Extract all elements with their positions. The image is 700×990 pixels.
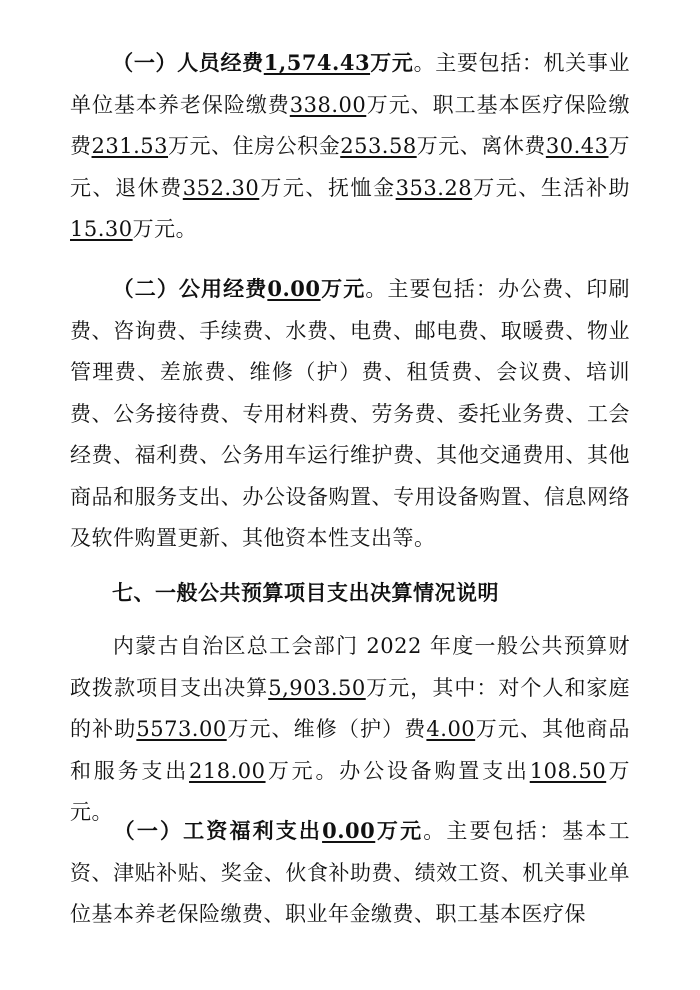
value-retirement-tui: 352.30: [182, 175, 260, 200]
value-other-goods: 218.00: [189, 758, 266, 783]
text: 。主要包括：基本工资、津贴补贴、奖金、伙食补助费、绩效工资、机关事业单位基本养老保险缴费、职业年金缴费、职工基本医疗保: [70, 819, 631, 926]
paragraph-wage-welfare: [70, 810, 630, 936]
text: 万元、住房公积金: [168, 134, 341, 158]
unit: 万元: [370, 50, 414, 75]
text: 万元、生活补助: [472, 175, 631, 200]
paragraph-project-expenditure: [70, 626, 630, 834]
value-maintenance: 4.00: [426, 717, 476, 741]
value-pension: 338.00: [289, 92, 367, 117]
text: 万元、其他商品和服务支出: [70, 717, 631, 783]
value-medical: 231.53: [91, 134, 169, 158]
text: 万元、离休费: [416, 134, 546, 158]
text: 万元、抚恤金: [259, 175, 396, 200]
unit: 万元: [320, 276, 366, 301]
value-total-project: 5,903.50: [268, 675, 366, 700]
paragraph-public-expenses: [70, 268, 630, 560]
section-heading-project-expenditure: 七、一般公共预算项目支出决算情况说明: [112, 580, 499, 605]
value-family-subsidy: 5573.00: [136, 717, 227, 741]
text: 万元、退休费: [70, 134, 631, 200]
text: 万元、维修（护）费: [226, 717, 427, 741]
text: 内蒙古自治区总工会部门 2022 年度一般公共预算财政拨款项目支出决算: [70, 634, 630, 700]
text: 万元。办公设备购置支出: [265, 758, 530, 783]
label-wage-welfare: （一）工资福利支出: [112, 818, 323, 843]
value-housing-fund: 253.58: [340, 134, 417, 158]
text: 。主要包括：机关事业单位基本养老保险缴费: [70, 51, 631, 117]
label-personnel-expenses: （一）人员经费: [112, 50, 264, 75]
text: 万元。: [70, 758, 631, 824]
value-retirement-li: 30.43: [545, 134, 609, 158]
text: 万元，其中：对个人和家庭的补助: [70, 675, 631, 741]
label-public-expenses: （二）公用经费: [112, 276, 268, 301]
amount-public-expenses: 0.00: [267, 276, 321, 301]
text: 。主要包括：办公费、印刷费、咨询费、手续费、水费、电费、邮电费、取暖费、物业管理费、差旅费、维修（护）费、租赁费、会议费、培训费、公务接待费、专用材料费、劳务费、委托业务费、工会经费、福利费、公务用车运行维护费、其他交通费用、其他商品和服务支出、办公设备购置、专用设备购置、信息网络及软件购置更新、其他资本性支出等。: [70, 277, 631, 550]
text: 万元。: [132, 217, 198, 241]
text: 万元、职工基本医疗保险缴费: [70, 92, 631, 158]
amount-personnel-expenses: 1,574.43: [263, 50, 371, 75]
unit: 万元: [375, 818, 424, 843]
amount-wage-welfare: 0.00: [322, 818, 376, 843]
paragraph-personnel-expenses: [70, 42, 630, 251]
value-living-allowance: 15.30: [70, 217, 133, 241]
value-office-equipment: 108.50: [529, 758, 607, 783]
value-pension-relief: 353.28: [395, 175, 473, 200]
